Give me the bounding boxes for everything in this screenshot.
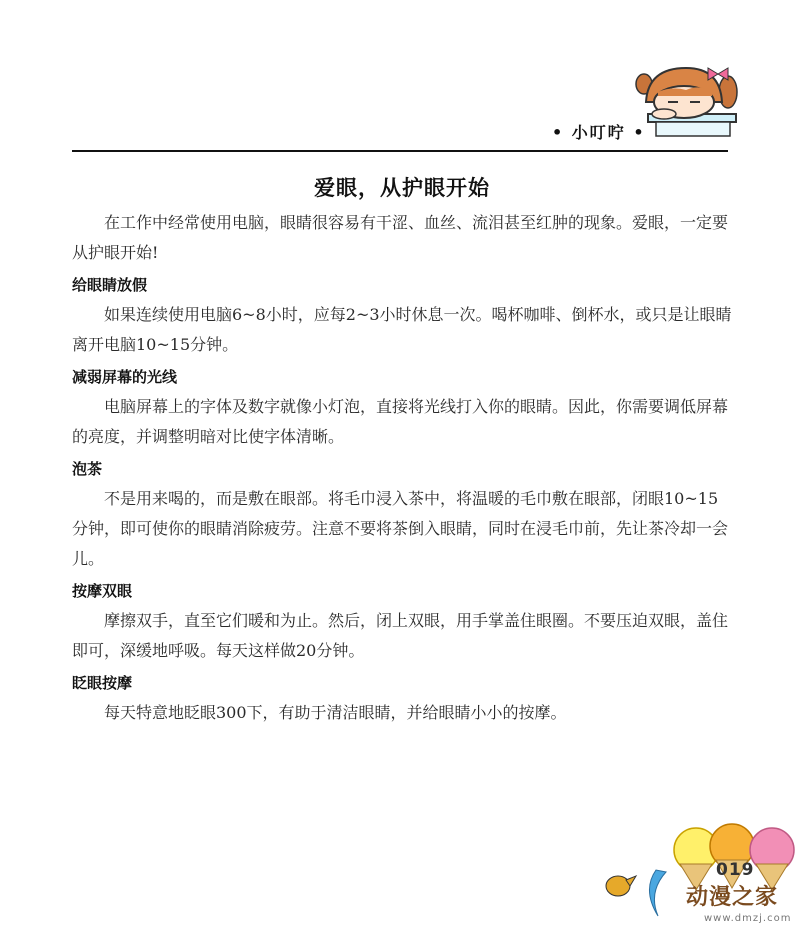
- section-body: 每天特意地眨眼300下，有助于清洁眼睛，并给眼睛小小的按摩。: [104, 703, 567, 722]
- section-heading: 泡茶: [72, 460, 103, 478]
- section-body: 摩擦双手，直至它们暖和为止。然后，闭上双眼，用手掌盖住眼圈。不要压迫双眼，盖住即可，深缓地呼吸。每天这样做20分钟。: [72, 611, 729, 660]
- page-number: 019: [716, 860, 755, 880]
- brand-logo-text: 动漫之家: [686, 885, 779, 910]
- section-heading: 给眼睛放假: [72, 276, 148, 294]
- article: [72, 168, 732, 728]
- section-body: 电脑屏幕上的字体及数字就像小灯泡，直接将光线打入你的眼睛。因此，你需要调低屏幕的亮度，并调整明暗对比使字体清晰。: [72, 397, 729, 446]
- section-body: 如果连续使用电脑6~8小时，应每2~3小时休息一次。喝杯咖啡、倒杯水，或只是让眼睛离开电脑10~15分钟。: [72, 305, 732, 354]
- header-rule: [72, 150, 728, 152]
- section-label: • 小叮咛 •: [552, 123, 646, 142]
- section-heading: 按摩双眼: [72, 582, 133, 600]
- section-heading: 减弱屏幕的光线: [72, 368, 178, 386]
- section-body: 不是用来喝的，而是敷在眼部。将毛巾浸入茶中，将温暖的毛巾敷在眼部，闭眼10~15分钟，即可使你的眼睛消除疲劳。注意不要将茶倒入眼睛，同时在浸毛巾前，先让茶冷却一会儿。: [72, 489, 729, 568]
- page-header: [0, 0, 800, 160]
- section-heading: 眨眼按摩: [72, 674, 133, 692]
- brand-url: www.dmzj.com: [704, 913, 792, 924]
- intro-paragraph: 在工作中经常使用电脑，眼睛很容易有干涩、血丝、流泪甚至红肿的现象。爱眼，一定要从护眼开始!: [72, 213, 729, 262]
- article-title: 爱眼，从护眼开始: [314, 176, 490, 200]
